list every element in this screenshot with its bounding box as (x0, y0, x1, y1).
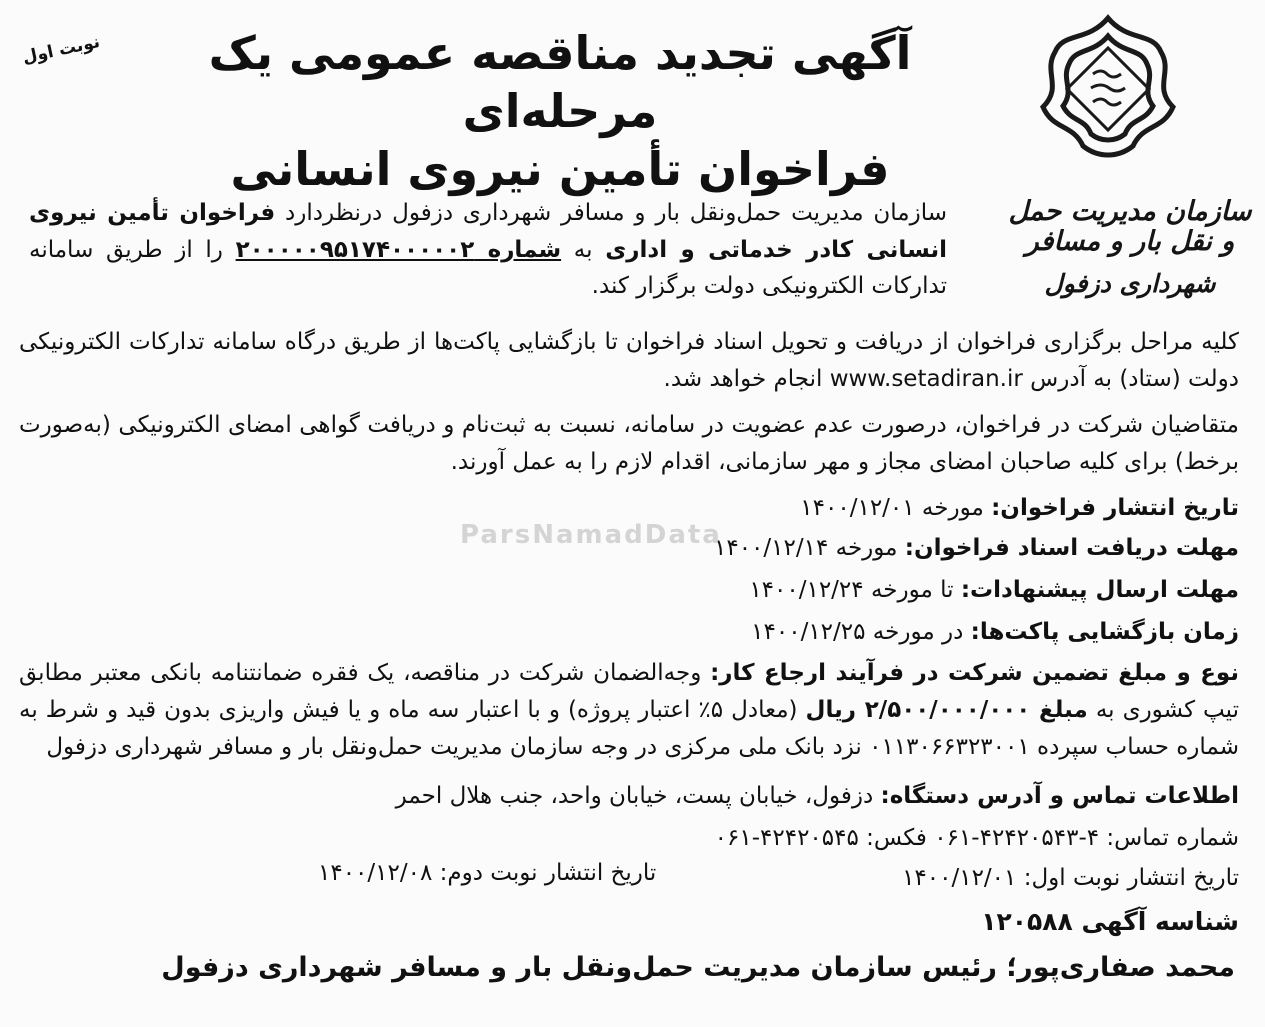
guarantee-amount: مبلغ ۲/۵۰۰/۰۰۰/۰۰۰ ریال (805, 696, 1088, 723)
offers-deadline-value: تا مورخه ۱۴۰۰/۱۲/۲۴ (749, 577, 961, 603)
publish-date-label: تاریخ انتشار فراخوان: (991, 495, 1239, 521)
intro-bold-1: فراخوان تأمین نیروی انسانی کادر خدماتی و اداری (29, 200, 947, 263)
offers-deadline-line (749, 572, 1239, 608)
ad-id: شناسه آگهی ۱۲۰۵۸۸ (981, 907, 1239, 936)
intro-bold-2: شماره ۲۰۰۰۰۰۹۵۱۷۴۰۰۰۰۰۲ (235, 236, 562, 263)
title-line1: آگهی تجدید مناقصه عمومی یک مرحله‌ای (208, 26, 912, 138)
opening-date-value: در مورخه ۱۴۰۰/۱۲/۲۵ (751, 619, 971, 645)
guarantee-label: نوع و مبلغ تضمین شرکت در فرآیند ارجاع کار: (710, 660, 1239, 686)
contact-line (396, 778, 1239, 814)
publication-first: تاریخ انتشار نوبت اول: ۱۴۰۰/۱۲/۰۱ (902, 865, 1239, 891)
guarantee-text-1: وجه‌الضمان شرکت در مناقصه، یک فقره ضمانتنامه بانکی معتبر مطابق تیپ کشوری به (19, 660, 1239, 723)
publish-date-line (800, 490, 1239, 526)
logo-org-line1: سازمان مدیریت حمل و نقل بار و مسافر (1008, 196, 1252, 257)
opening-date-line (751, 614, 1239, 650)
publication-second: تاریخ انتشار نوبت دوم: ۱۴۰۰/۱۲/۰۸ (318, 860, 657, 886)
paragraph-registration: متقاضیان شرکت در فراخوان، درصورت عدم عضویت در سامانه، نسبت به ثبت‌نام و دریافت گواهی امضای الکترونیکی (به‌صورت برخط) برای کلیه صاحبان امضای مجاز و مهر سازمانی، اقدام لازم را به عمل آورند. (19, 412, 1239, 475)
intro-paragraph (29, 195, 947, 305)
publish-date-value: مورخه ۱۴۰۰/۱۲/۰۱ (800, 495, 992, 521)
paragraph-procedure: کلیه مراحل برگزاری فراخوان از دریافت و تحویل اسناد فراخوان تا بازگشایی پاکت‌ها از طریق درگاه سامانه تدارکات الکترونیکی دولت (ستاد) به آدرس www.setadiran.ir انجام خواهد شد. (19, 329, 1239, 392)
intro-text-2: به (561, 236, 606, 263)
docs-deadline-value: مورخه ۱۴۰۰/۱۲/۱۴ (713, 535, 905, 561)
title-line2: فراخوان تأمین نیروی انسانی (230, 142, 890, 196)
guarantee-text-2: (معادل ۵٪ اعتبار پروژه) و با اعتبار سه ماه و یا فیش واریزی بدون قید و شرط به شماره حساب سپرده ۰۱۱۳۰۶۶۳۲۳۰۰۱ نزد بانک ملی مرکزی در وجه سازمان مدیریت حمل‌ونقل بار و مسافر شهرداری دزفول (19, 696, 1239, 760)
offers-deadline-label: مهلت ارسال پیشنهادات: (960, 577, 1239, 603)
opening-date-label: زمان بازگشایی پاکت‌ها: (970, 619, 1239, 645)
docs-deadline-label: مهلت دریافت اسناد فراخوان: (904, 535, 1239, 561)
contact-address: دزفول، خیابان پست، خیابان واحد، جنب هلال احمر (395, 783, 881, 809)
logo-block (1005, 12, 1255, 297)
watermark: ParsNamadData (460, 520, 722, 550)
round-tag: نوبت اول (20, 32, 102, 68)
logo-org-line2: شهرداری دزفول (1044, 269, 1216, 299)
municipality-logo-icon (1033, 12, 1183, 162)
contact-phone: شماره تماس: ۴-۴۲۴۲۰۵۴۳-۰۶۱ فکس: ۴۲۴۲۰۵۴۵-۰۶۱ (714, 825, 1239, 851)
logo-org-name (1005, 197, 1255, 298)
intro-text-3: را از طریق سامانه تدارکات الکترونیکی دولت برگزار کند. (29, 236, 947, 299)
guarantee-paragraph (19, 655, 1239, 765)
docs-deadline-line (714, 530, 1239, 566)
signature: محمد صفاری‌پور؛ رئیس سازمان مدیریت حمل‌ونقل بار و مسافر شهرداری دزفول (161, 952, 1235, 983)
intro-text-1: سازمان مدیریت حمل‌ونقل بار و مسافر شهرداری دزفول درنظردارد (275, 200, 947, 226)
contact-label: اطلاعات تماس و آدرس دستگاه: (880, 783, 1239, 809)
page-title (185, 25, 935, 200)
